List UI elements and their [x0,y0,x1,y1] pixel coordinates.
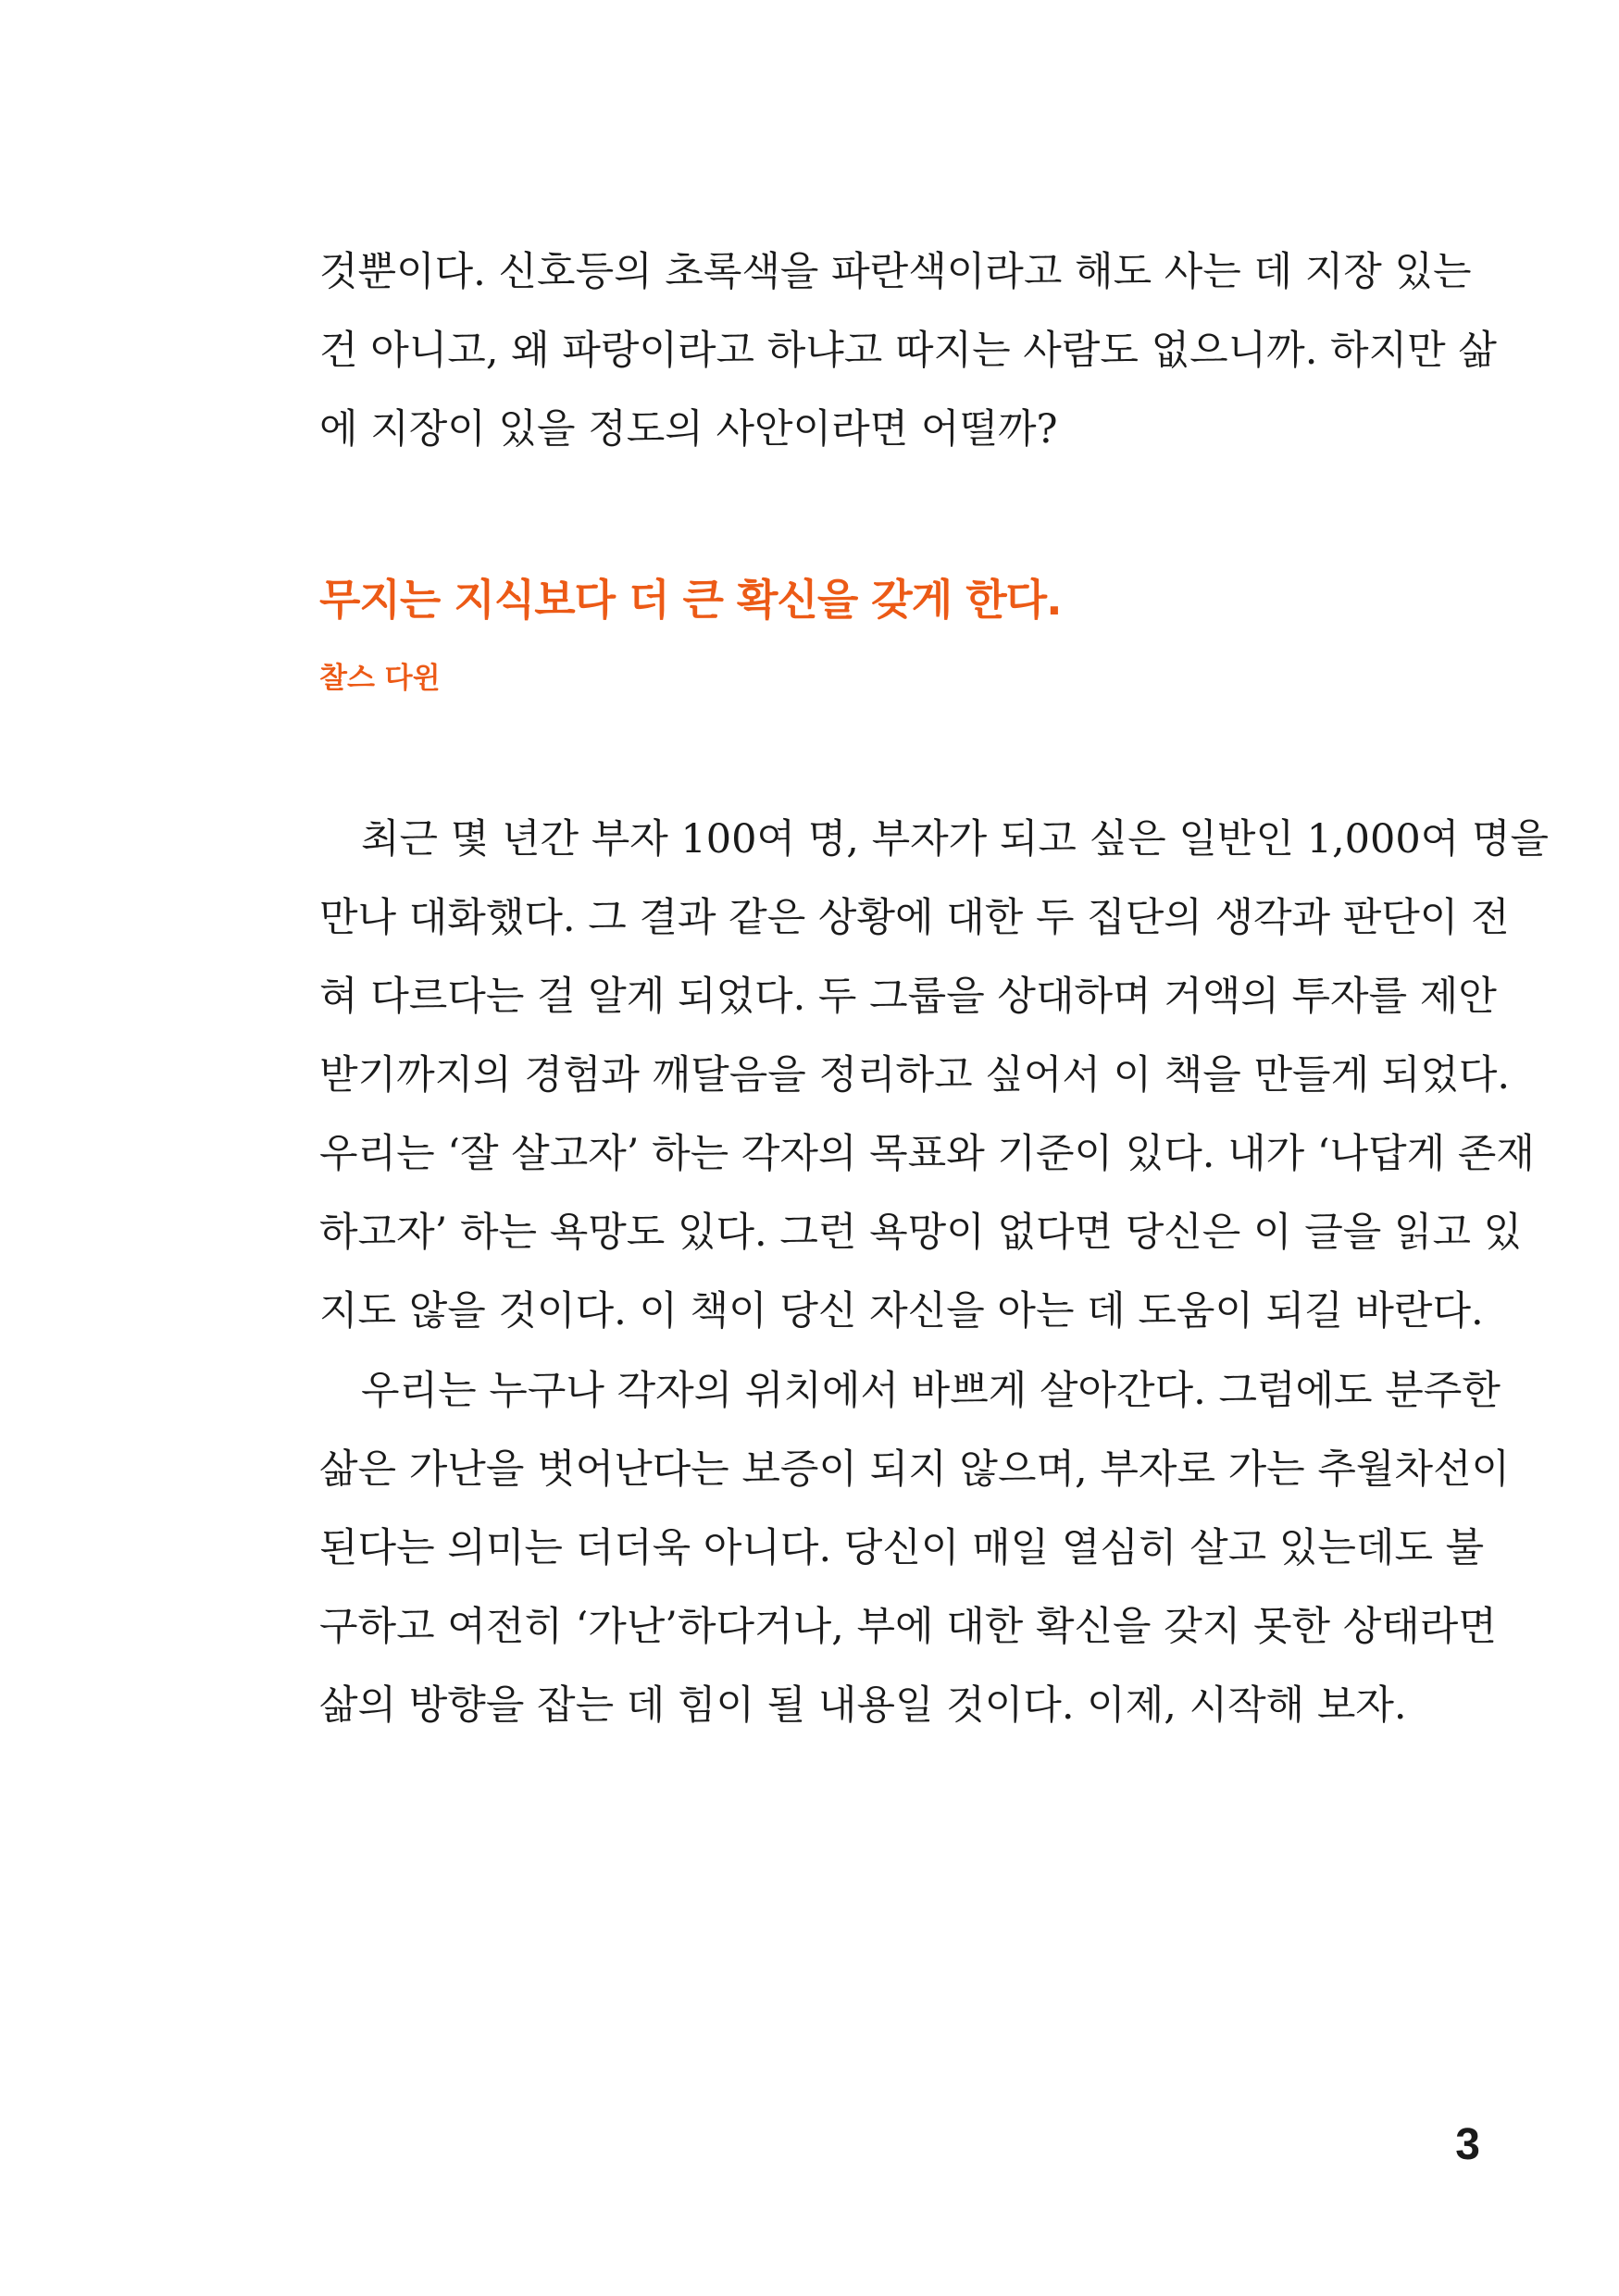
text-line: 받기까지의 경험과 깨달음을 정리하고 싶어서 이 책을 만들게 되었다. [319,1052,1511,1098]
text-line: 지도 않을 것이다. 이 책이 당신 자신을 아는 데 도움이 되길 바란다. [319,1288,1484,1334]
text-line: 삶의 방향을 잡는 데 힘이 될 내용일 것이다. 이제, 시작해 보자. [319,1682,1407,1729]
body-paragraph-2 [319,1352,1511,1745]
text-line: 혀 다르다는 걸 알게 되었다. 두 그룹을 상대하며 거액의 투자를 제안 [319,974,1497,1020]
text-line: 구하고 여전히 ‘가난’하다거나, 부에 대한 확신을 갖지 못한 상태라면 [319,1604,1497,1650]
text-line: 된다는 의미는 더더욱 아니다. 당신이 매일 열심히 살고 있는데도 불 [319,1525,1485,1571]
text-line: 에 지장이 있을 정도의 사안이라면 어떨까? [319,406,1058,453]
text-line: 우리는 ‘잘 살고자’ 하는 각자의 목표와 기준이 있다. 내가 ‘나답게 존재 [319,1131,1535,1177]
pull-quote: 무지는 지식보다 더 큰 확신을 갖게 한다. [319,575,1062,625]
text-line: 하고자’ 하는 욕망도 있다. 그런 욕망이 없다면 당신은 이 글을 읽고 있 [319,1210,1523,1256]
text-line: 최근 몇 년간 부자 100여 명, 부자가 되고 싶은 일반인 1,000여 명을 [361,816,1550,863]
quote-author: 찰스 다윈 [319,662,441,695]
text-line: 것뿐이다. 신호등의 초록색을 파란색이라고 해도 사는 데 지장 있는 [319,249,1472,295]
page-number: 3 [1455,2120,1480,2169]
text-line: 만나 대화했다. 그 결과 같은 상황에 대한 두 집단의 생각과 판단이 전 [319,895,1510,941]
intro-paragraph [319,233,1497,469]
body-paragraph-1 [319,800,1550,1351]
text-line: 우리는 누구나 각자의 위치에서 바쁘게 살아간다. 그럼에도 분주한 [361,1368,1501,1414]
text-line: 건 아니고, 왜 파랑이라고 하냐고 따지는 사람도 없으니까. 하지만 삶 [319,328,1497,374]
text-line: 삶은 가난을 벗어난다는 보증이 되지 않으며, 부자로 가는 추월차선이 [319,1446,1511,1493]
